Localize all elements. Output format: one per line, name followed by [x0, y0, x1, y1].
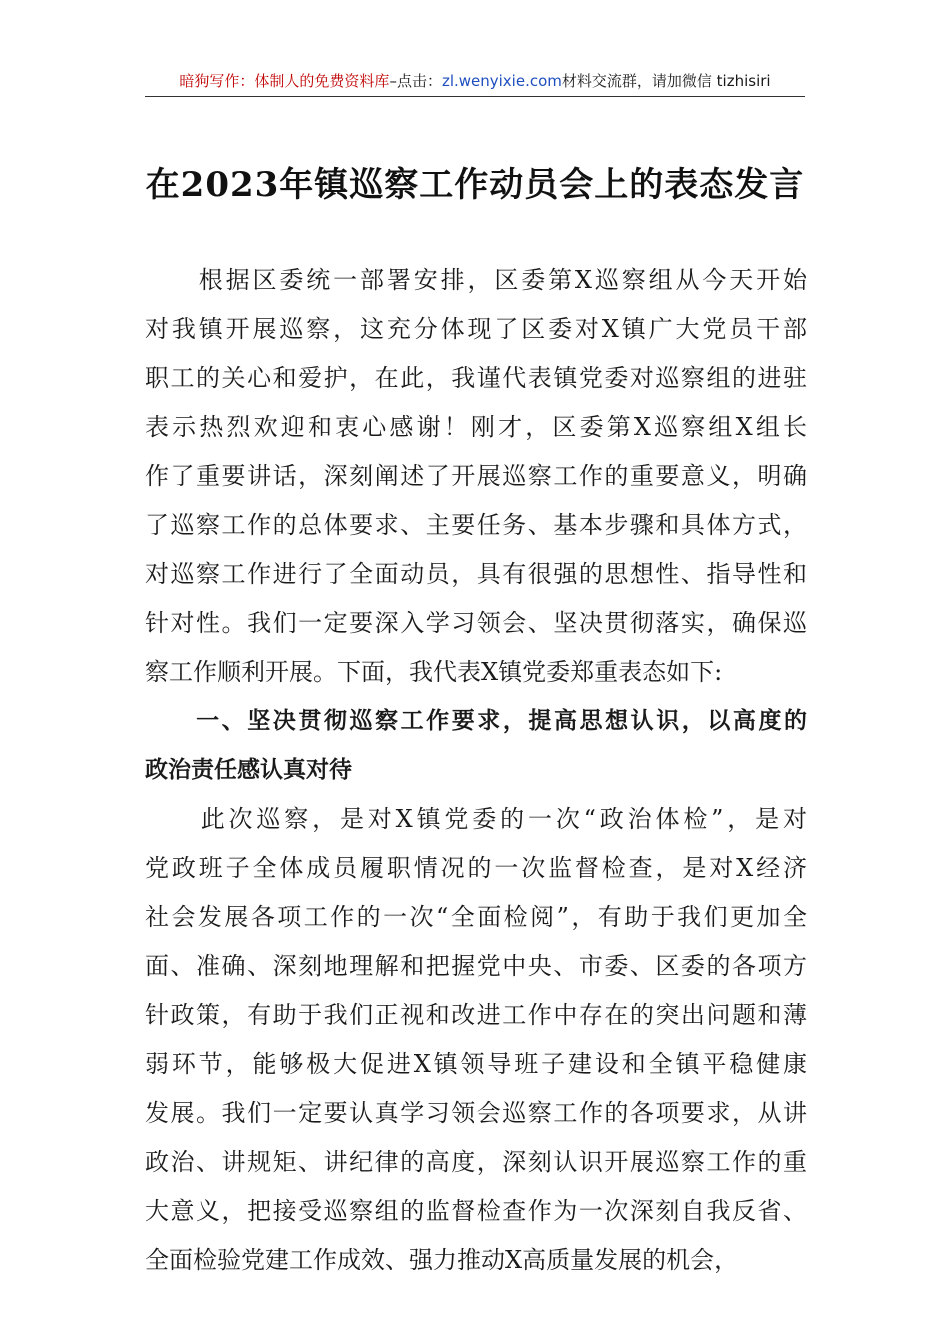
text-line: 党政班子全体成员履职情况的一次监督检查，是对X经济	[145, 854, 807, 882]
document-body	[145, 256, 807, 1285]
section-heading: 政治责任感认真对待	[145, 757, 352, 783]
text-line: 对我镇开展巡察，这充分体现了区委对X镇广大党员干部	[145, 315, 807, 343]
document-title: 在2023年镇巡察工作动员会上的表态发言	[145, 165, 805, 205]
text-line: 面、准确、深刻地理解和把握党中央、市委、区委的各项方	[145, 952, 807, 980]
text-line: 针对性。我们一定要深入学习领会、坚决贯彻落实，确保巡	[145, 609, 807, 637]
text-line: 对巡察工作进行了全面动员，具有很强的思想性、指导性和	[145, 560, 807, 588]
page-header	[145, 66, 805, 97]
text-line: 大意义，把接受巡察组的监督检查作为一次深刻自我反省、	[145, 1197, 807, 1225]
text-line: 了巡察工作的总体要求、主要任务、基本步骤和具体方式，	[145, 511, 807, 539]
text-line: 察工作顺利开展。下面，我代表X镇党委郑重表态如下:	[145, 658, 723, 686]
header-click-prompt: –点击：	[389, 72, 442, 90]
header-contact: 材料交流群，请加微信 tizhisiri	[561, 72, 771, 90]
text-line: 针政策，有助于我们正视和改进工作中存在的突出问题和薄	[145, 1001, 807, 1029]
header-link[interactable]: zl.wenyixie.com	[441, 72, 562, 90]
text-line: 发展。我们一定要认真学习领会巡察工作的各项要求，从讲	[145, 1099, 807, 1127]
text-line: 社会发展各项工作的一次“全面检阅”，有助于我们更加全	[145, 903, 807, 931]
text-line: 根据区委统一部署安排，区委第X巡察组从今天开始	[145, 266, 807, 294]
text-line: 作了重要讲话，深刻阐述了开展巡察工作的重要意义，明确	[145, 462, 807, 490]
header-site-name: 暗狗写作：体制人的免费资料库	[179, 72, 390, 90]
text-line: 表示热烈欢迎和衷心感谢！刚才，区委第X巡察组X组长	[145, 413, 807, 441]
text-line: 政治、讲规矩、讲纪律的高度，深刻认识开展巡察工作的重	[145, 1148, 807, 1176]
text-line: 弱环节，能够极大促进X镇领导班子建设和全镇平稳健康	[145, 1050, 807, 1078]
section-heading: 一、坚决贯彻巡察工作要求，提高思想认识，以高度的	[145, 708, 807, 734]
text-line: 职工的关心和爱护，在此，我谨代表镇党委对巡察组的进驻	[145, 364, 807, 392]
text-line: 全面检验党建工作成效、强力推动X高质量发展的机会，	[145, 1246, 739, 1274]
text-line: 此次巡察，是对X镇党委的一次“政治体检”，是对	[145, 805, 807, 833]
